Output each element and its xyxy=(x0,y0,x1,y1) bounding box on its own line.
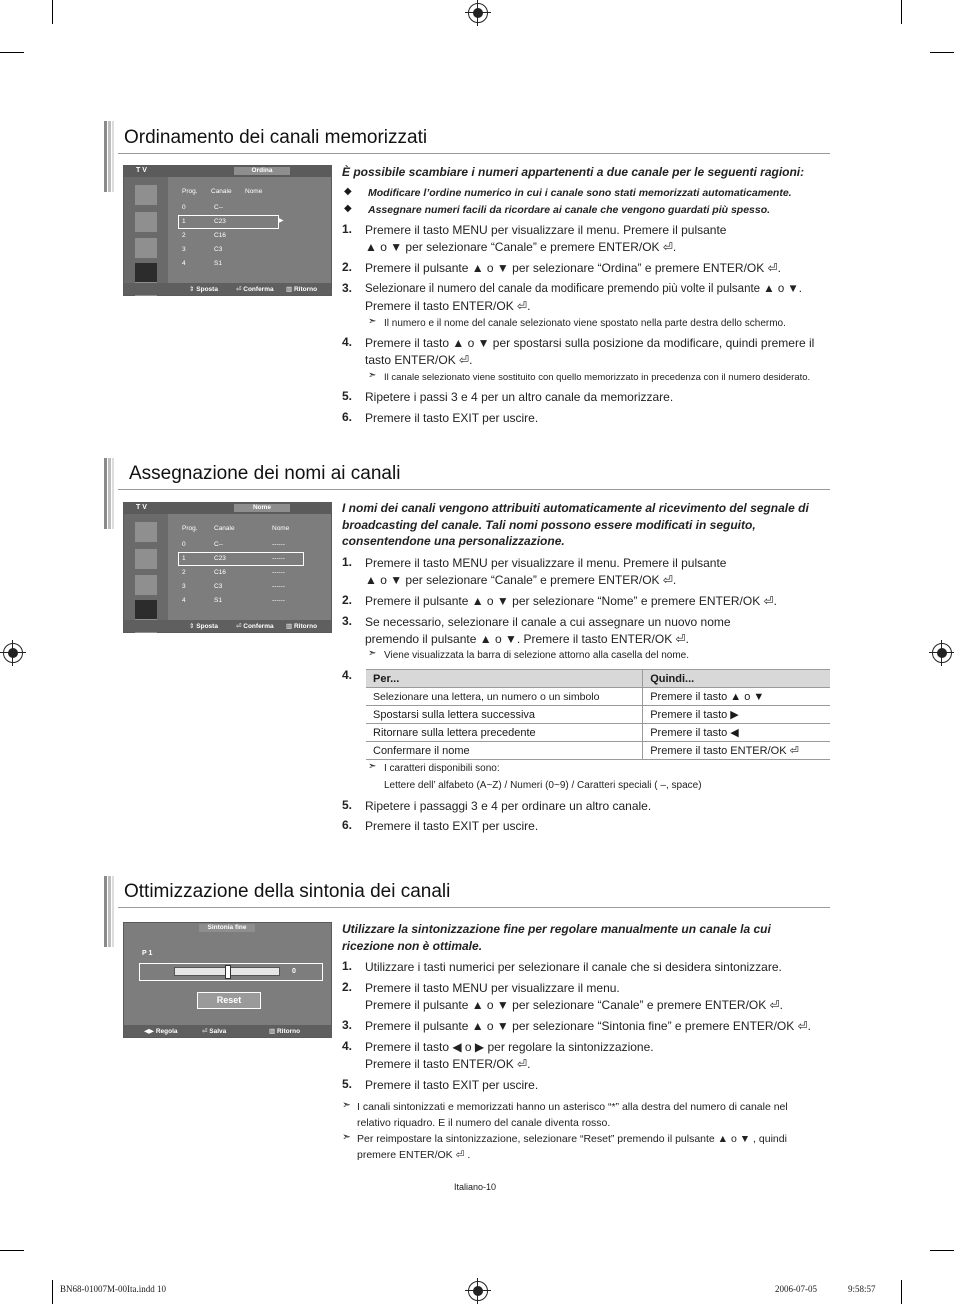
crop-mark xyxy=(930,52,954,53)
antenna-icon xyxy=(135,185,157,205)
tv-menu-nome: T V Nome Prog. Canale Nome 0 C-- ------ 1 C23 ------ 2 C16 ------ 3 C3 ------ 4 S1 ------ ⇕ Sposta ⏎ Conferma ▥ Ritorno xyxy=(123,502,332,633)
step-number: 1. xyxy=(342,555,353,569)
step-number: 5. xyxy=(342,798,353,812)
note-arrow-icon: ➣ xyxy=(368,370,377,381)
step-text: Premere il tasto ◀ o ▶ per regolare la sintonizzazione. xyxy=(365,1040,654,1054)
registration-mark-icon xyxy=(3,643,23,663)
selection-box xyxy=(178,552,304,566)
note-arrow-icon: ➣ xyxy=(368,316,377,327)
crop-mark xyxy=(52,0,53,24)
section-bar xyxy=(104,876,116,947)
note-text: Lettere dell’ alfabeto (A~Z) / Numeri (0~9) / Caratteri speciali ( –, space) xyxy=(384,780,702,791)
reset-button[interactable]: Reset xyxy=(197,992,261,1009)
channel-icon xyxy=(135,600,157,620)
step-text: Premere il pulsante ▲ o ▼ per selezionare “Ordina” e premere ENTER/OK ⏎. xyxy=(365,261,781,275)
registration-mark-icon xyxy=(468,1281,488,1301)
channel-icon xyxy=(135,263,157,283)
sound-icon xyxy=(135,575,157,595)
bullet-icon: ◆ xyxy=(344,203,352,214)
step-text: Se necessario, selezionare il canale a cui assegnare un nuovo nome xyxy=(365,615,731,629)
step-number: 6. xyxy=(342,818,353,832)
note-text: premere ENTER/OK ⏎ . xyxy=(357,1149,471,1161)
step-text: Utilizzare i tasti numerici per selezionare il canale che si desidera sintonizzare. xyxy=(365,960,782,974)
intro-text: Utilizzare la sintonizzazione fine per regolare manualmente un canale la cui ricezione non è ottimale. xyxy=(342,922,771,953)
registration-mark-icon xyxy=(468,3,488,23)
section-rule xyxy=(118,153,830,154)
tv-menu-sintonia-fine: Sintonia fine P 1 0 Reset ◀▶ Regola ⏎ Salva ▥ Ritorno xyxy=(123,922,332,1038)
note-text: Il numero e il nome del canale selezionato viene spostato nella parte destra dello schermo. xyxy=(384,318,786,329)
note-text: Per reimpostare la sintonizzazione, selezionare “Reset” premendo il pulsante ▲ o ▼ , quindi xyxy=(357,1133,787,1145)
step-text: Ripetere i passaggi 3 e 4 per ordinare un altro canale. xyxy=(365,799,652,813)
page-number: Italiano-10 xyxy=(454,1182,497,1192)
step-number: 1. xyxy=(342,222,353,236)
step-text: Premere il tasto EXIT per uscire. xyxy=(365,819,539,833)
note-text: I caratteri disponibili sono: xyxy=(384,763,500,774)
note-text: Viene visualizzata la barra di selezione attorno alla casella del nome. xyxy=(384,650,689,661)
crop-mark xyxy=(901,1280,902,1304)
step-number: 3. xyxy=(342,281,353,295)
step-text: Premere il tasto ▲ o ▼ per spostarsi sulla posizione da modificare, quindi premere il xyxy=(365,336,815,350)
step-number: 4. xyxy=(342,668,353,682)
picture-icon xyxy=(135,549,157,569)
crop-mark xyxy=(52,1280,53,1304)
step-text: Ripetere i passi 3 e 4 per un altro canale da memorizzare. xyxy=(365,390,674,404)
sound-icon xyxy=(135,238,157,258)
section-bar xyxy=(104,458,116,529)
picture-icon xyxy=(135,212,157,232)
step-number: 6. xyxy=(342,410,353,424)
step-text: premendo il pulsante ▲ o ▼. Premere il tasto ENTER/OK ⏎. xyxy=(365,632,689,646)
selection-box xyxy=(178,215,279,229)
note-arrow-icon: ➣ xyxy=(368,648,377,659)
note-text: Il canale selezionato viene sostituito con quello memorizzato in precedenza con il numero desiderato. xyxy=(384,372,811,383)
step-text: Premere il tasto EXIT per uscire. xyxy=(365,1078,539,1092)
step-text: Premere il tasto ENTER/OK ⏎. xyxy=(365,1057,531,1071)
step-number: 2. xyxy=(342,593,353,607)
section-rule xyxy=(118,489,830,490)
crop-mark xyxy=(0,52,24,53)
step-text: ▲ o ▼ per selezionare “Canale” e premere ENTER/OK ⏎. xyxy=(365,573,677,587)
step-number: 1. xyxy=(342,959,353,973)
intro-text: È possibile scambiare i numeri appartenenti a due canale per le seguenti ragioni: xyxy=(342,165,805,179)
section-rule xyxy=(118,907,830,908)
note-text: relativo riquadro. E il numero del canale diventa rosso. xyxy=(357,1117,611,1129)
step-number: 3. xyxy=(342,614,353,628)
key-table: Per... Quindi... Selezionare una lettera, un numero o un simbolo Premere il tasto ▲ o ▼ Spostarsi sulla lettera successiva Premere il tasto ▶ Ritornare sulla lettera precedente Premere il tasto ◀ Confermare il nome Premere il tasto ENTER/OK ⏎ xyxy=(366,669,830,760)
crop-mark xyxy=(901,0,902,24)
note-arrow-icon: ➣ xyxy=(342,1131,351,1143)
step-text: Premere il pulsante ▲ o ▼ per selezionare “Canale” e premere ENTER/OK ⏎. xyxy=(365,998,783,1012)
step-text: Premere il tasto ENTER/OK ⏎. xyxy=(365,299,531,313)
step-text: Premere il tasto EXIT per uscire. xyxy=(365,411,539,425)
step-text: Premere il tasto MENU per visualizzare il menu. Premere il pulsante xyxy=(365,556,727,570)
note-text: I canali sintonizzati e memorizzati hanno un asterisco “*” alla destra del numero di canale nel xyxy=(357,1101,788,1113)
step-text: Premere il pulsante ▲ o ▼ per selezionare “Sintonia fine” e premere ENTER/OK ⏎. xyxy=(365,1019,811,1033)
registration-mark-icon xyxy=(932,643,952,663)
intro-text: I nomi dei canali vengono attribuiti automaticamente al ricevimento del segnale di broadcasting del canale. Tali nomi possono essere modificati in seguito, consentendone una personalizzazione. xyxy=(342,501,809,548)
note-arrow-icon: ➣ xyxy=(342,1099,351,1111)
crop-mark xyxy=(930,1250,954,1251)
bullet-icon: ◆ xyxy=(344,186,352,197)
step-number: 4. xyxy=(342,1039,353,1053)
tv-menu-ordina: T V Ordina Prog. Canale Nome 0 C-- 1 C23 ▶ 2 C16 3 C3 4 S1 ⇕ Sposta ⏎ Conferma ▥ Ritorno xyxy=(123,165,332,296)
section-title: Assegnazione dei nomi ai canali xyxy=(129,463,401,484)
bullet-text: Assegnare numeri facili da ricordare ai canale che vengono guardati più spesso. xyxy=(368,204,771,216)
step-text: Selezionare il numero del canale da modificare premendo più volte il pulsante ▲ o ▼. xyxy=(365,283,803,295)
step-text: tasto ENTER/OK ⏎. xyxy=(365,353,473,367)
step-number: 3. xyxy=(342,1018,353,1032)
bullet-text: Modificare l’ordine numerico in cui i canale sono stati memorizzati automaticamente. xyxy=(368,187,792,199)
section-title: Ottimizzazione della sintonia dei canali xyxy=(124,881,451,902)
crop-mark xyxy=(0,1250,24,1251)
section-bar xyxy=(104,121,116,192)
step-text: Premere il tasto MENU per visualizzare il menu. Premere il pulsante xyxy=(365,223,727,237)
step-text: Premere il tasto MENU per visualizzare il menu. xyxy=(365,981,620,995)
step-number: 5. xyxy=(342,389,353,403)
step-number: 5. xyxy=(342,1077,353,1091)
arrow-right-icon: ▶ xyxy=(279,218,284,224)
step-text: Premere il pulsante ▲ o ▼ per selezionare “Nome” e premere ENTER/OK ⏎. xyxy=(365,594,777,608)
note-arrow-icon: ➣ xyxy=(368,761,377,772)
step-number: 2. xyxy=(342,260,353,274)
tuning-knob[interactable] xyxy=(225,965,231,979)
step-text: ▲ o ▼ per selezionare “Canale” e premere ENTER/OK ⏎. xyxy=(365,240,677,254)
tuning-slider[interactable] xyxy=(174,967,280,976)
step-number: 2. xyxy=(342,980,353,994)
footer-file: BN68-01007M-00Ita.indd 10 xyxy=(60,1284,166,1294)
antenna-icon xyxy=(135,522,157,542)
footer-date: 2006-07-05 xyxy=(775,1284,817,1294)
section-title: Ordinamento dei canali memorizzati xyxy=(124,127,428,148)
footer-time: 9:58:57 xyxy=(848,1284,876,1294)
step-number: 4. xyxy=(342,335,353,349)
